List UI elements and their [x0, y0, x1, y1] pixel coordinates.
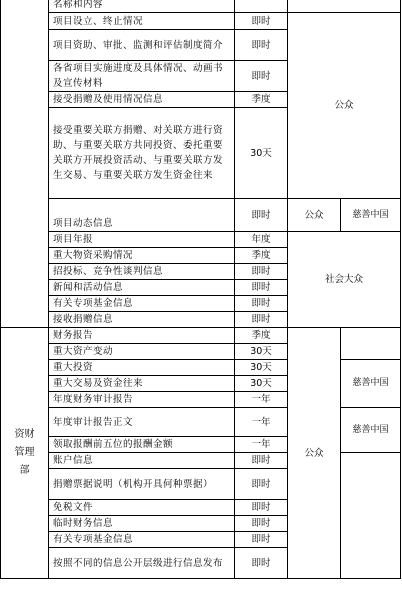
frequency-cell: 季度: [235, 92, 288, 108]
channel-cell-empty: [341, 328, 401, 360]
item-cell: 账户信息: [49, 453, 235, 469]
table-row: [1, 360, 401, 376]
table-row: [1, 453, 401, 469]
frequency-cell: 一年: [235, 408, 288, 437]
table-row: [1, 232, 401, 248]
item-cell: 接收捐赠信息: [49, 312, 235, 328]
table-row: [1, 328, 401, 344]
item-cell: 年度财务审计报告: [49, 392, 235, 408]
item-cell: 按照不同的信息公开层级进行信息发布: [49, 548, 235, 579]
table-row: [1, 199, 401, 232]
frequency-cell: 即时: [235, 264, 288, 280]
item-cell: 领取报酬前五位的报酬金额: [49, 437, 235, 453]
frequency-cell: 即时: [235, 500, 288, 516]
channel-cell-empty: [341, 453, 401, 579]
item-cell: 有关专项基金信息: [49, 296, 235, 312]
frequency-cell: 30天: [235, 376, 288, 392]
frequency-cell: 即时: [235, 469, 288, 500]
item-cell: 免税文件: [49, 500, 235, 516]
item-cell: 接受捐赠及使用情况信息: [49, 92, 235, 108]
frequency-cell: 即时: [235, 296, 288, 312]
table-row: [1, 408, 401, 437]
frequency-cell: 30天: [235, 344, 288, 360]
audience-cell: [288, 0, 401, 13]
item-cell: 重大投资: [49, 360, 235, 376]
table-row: [1, 0, 401, 13]
audience-cell: [288, 232, 401, 328]
channel-cell: 慈善中国: [341, 360, 401, 408]
item-cell: 年度审计报告正文: [49, 408, 235, 437]
frequency-cell: 一年: [235, 437, 288, 453]
item-cell: 捐赠票据说明（机构开具何种票据）: [49, 469, 235, 500]
frequency-cell: 季度: [235, 328, 288, 344]
frequency-cell: 年度: [235, 232, 288, 248]
channel-cell: 慈善中国: [341, 408, 401, 453]
frequency-cell: 即时: [235, 532, 288, 548]
frequency-cell: 即时: [235, 453, 288, 469]
item-cell: 财务报告: [49, 328, 235, 344]
item-cell: 接受重要关联方捐赠、对关联方进行资助、与重要关联方共同投资、委托重要关联方开展投资活动、与重要关联方发生交易、与重要关联方发生资金往来: [49, 108, 235, 199]
department-label: 资财管理部: [14, 429, 35, 476]
department-cell-finance: [1, 328, 49, 579]
audience-cell: 公众: [288, 199, 341, 232]
frequency-cell: 季度: [235, 248, 288, 264]
item-cell: 项目年报: [49, 232, 235, 248]
item-cell: 项目设立、终止情况: [49, 13, 235, 30]
frequency-cell: 即时: [235, 548, 288, 579]
item-cell: 招投标、竞争性谈判信息: [49, 264, 235, 280]
item-cell: 重大资产变动: [49, 344, 235, 360]
frequency-cell: 一年: [235, 392, 288, 408]
frequency-cell: 30天: [235, 108, 288, 199]
frequency-cell: 即时: [235, 199, 288, 232]
item-cell: 项目动态信息: [49, 199, 235, 232]
item-cell: 项目资助、审批、监测和评估制度简介: [49, 30, 235, 61]
frequency-cell: 即时: [235, 312, 288, 328]
frequency-cell: [235, 0, 288, 13]
table-row: [1, 13, 401, 30]
audience-cell: 公众: [288, 13, 401, 199]
item-cell: 有关专项基金信息: [49, 532, 235, 548]
frequency-cell: 即时: [235, 280, 288, 296]
channel-cell: 慈善中国: [341, 199, 401, 232]
item-cell: 名称和内容: [49, 0, 235, 13]
frequency-cell: 30天: [235, 360, 288, 376]
item-cell: 重大物资采购情况: [49, 248, 235, 264]
item-cell: 新闻和活动信息: [49, 280, 235, 296]
audience-text: 社会大众: [324, 274, 363, 285]
audience-cell: 公众: [288, 328, 341, 579]
frequency-cell: 即时: [235, 61, 288, 92]
item-cell: 临时财务信息: [49, 516, 235, 532]
frequency-cell: 即时: [235, 30, 288, 61]
department-cell-top: [1, 0, 49, 328]
item-cell: 各省项目实施进度及具体情况、动画书及宣传材料: [49, 61, 235, 92]
item-cell: 重大交易及资金往来: [49, 376, 235, 392]
frequency-cell: 即时: [235, 516, 288, 532]
frequency-cell: 即时: [235, 13, 288, 30]
